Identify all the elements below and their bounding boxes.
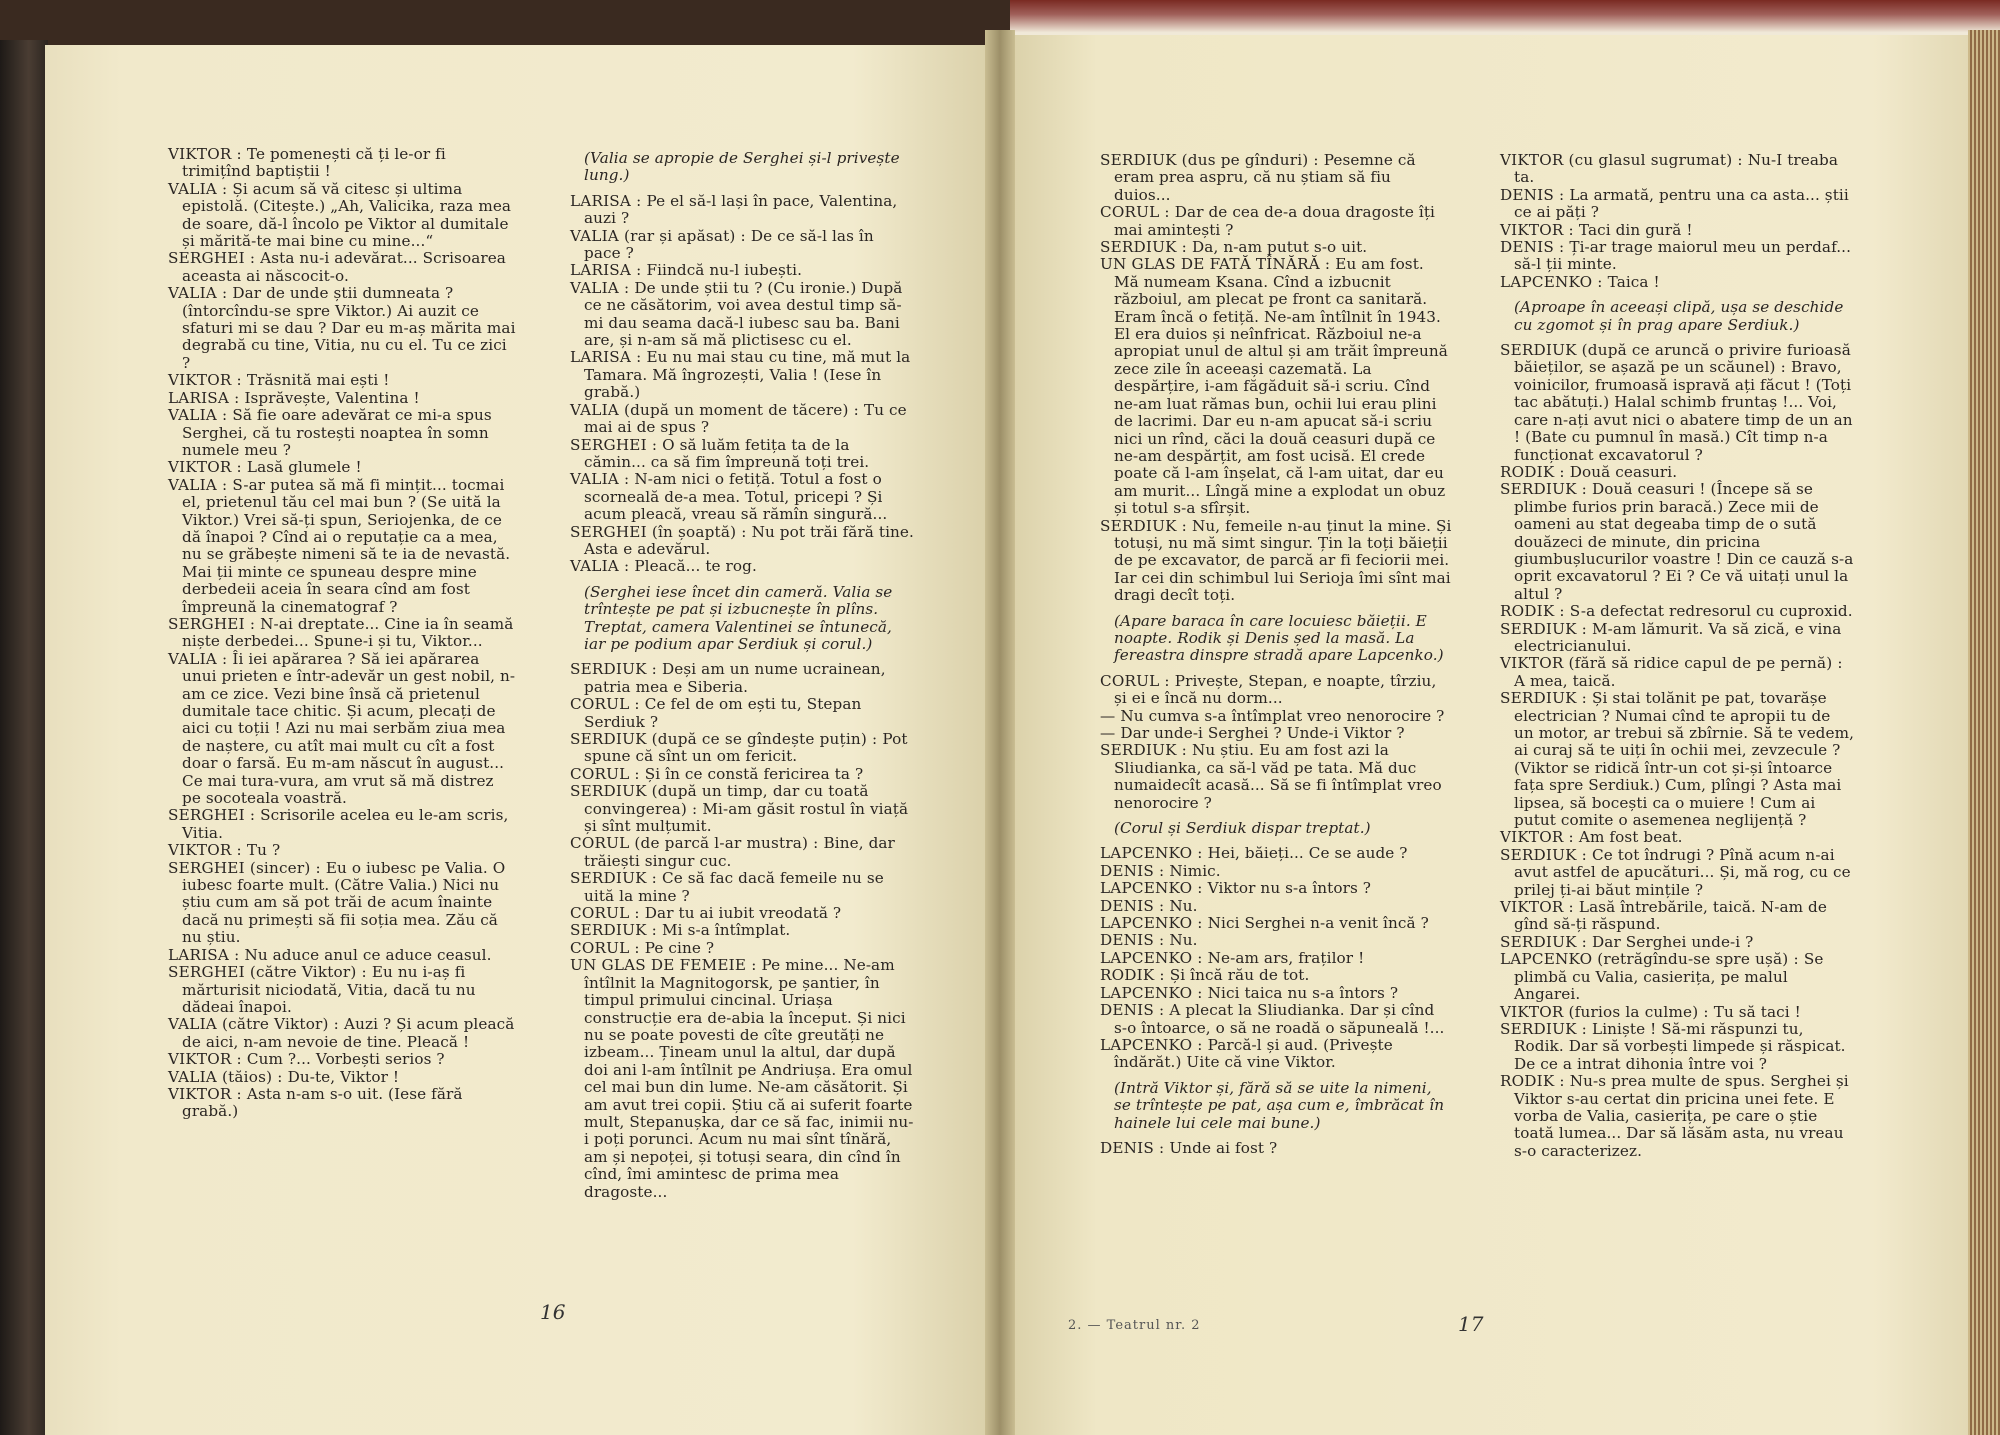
speaker-name: VALIA (rar și apăsat) : bbox=[570, 226, 751, 245]
dialogue-line bbox=[570, 731, 915, 766]
dialogue-text: Mi-am găsit rostul în viață și sînt mulțumit. bbox=[584, 799, 909, 836]
dialogue-text: Nici taica nu s-a întors ? bbox=[1207, 983, 1399, 1002]
dialogue-line bbox=[570, 766, 915, 783]
dialogue-text: Nu. bbox=[1169, 896, 1198, 915]
dialogue-text: Nu, femeile n-au ținut la mine. Și totuși, nu mă simt singur. Țin la toți băieții de pe excavator, de parcă ar fi feciorii mei. Iar cei din schimbul lui Serioja îmi sînt mai dragi decît toți. bbox=[1114, 516, 1452, 605]
dialogue-text: Cum ?... Vorbești serios ? bbox=[246, 1050, 445, 1069]
dialogue-line bbox=[1500, 239, 1855, 274]
dialogue-line bbox=[1100, 256, 1452, 517]
dialogue-line bbox=[1100, 1037, 1452, 1072]
dialogue-line bbox=[168, 285, 516, 372]
speaker-name: UN GLAS DE FATĂ TÎNĂRĂ : bbox=[1100, 255, 1336, 274]
speaker-name: SERDIUK (după ce se gîndește puțin) : bbox=[570, 730, 883, 748]
dialogue-line bbox=[1100, 204, 1452, 239]
speaker-name: DENIS : bbox=[1100, 1138, 1170, 1157]
dialogue-line bbox=[570, 661, 915, 696]
speaker-name: VALIA (după un moment de tăcere) : bbox=[570, 400, 864, 419]
dialogue-line bbox=[570, 905, 915, 922]
dialogue-line bbox=[1100, 967, 1452, 984]
dialogue-text: Se plimbă cu Valia, casierița, pe malul Angarei. bbox=[1514, 950, 1824, 1004]
dialogue-line bbox=[168, 250, 516, 285]
speaker-name: LAPCENKO : bbox=[1500, 272, 1608, 291]
dialogue-line bbox=[1500, 951, 1855, 1003]
speaker-name: VALIA : bbox=[168, 649, 233, 668]
stage-direction bbox=[1100, 820, 1452, 837]
dialogue-text: Taci din gură ! bbox=[1578, 220, 1693, 239]
speaker-name: VALIA : bbox=[168, 475, 233, 494]
dialogue-text: Tu să taci ! bbox=[1713, 1002, 1801, 1021]
dialogue-line bbox=[168, 390, 516, 407]
speaker-name: RODIK : bbox=[1500, 602, 1570, 621]
speaker-name: SERGHEI (în șoaptă) : bbox=[570, 522, 752, 541]
right-column-2 bbox=[1500, 152, 1855, 1160]
speaker-name: SERGHEI : bbox=[570, 435, 663, 454]
book-gutter bbox=[985, 30, 1015, 1435]
dialogue-line bbox=[570, 957, 915, 1201]
dialogue-line bbox=[570, 349, 915, 401]
speaker-name: SERDIUK (după un timp, dar cu toată convingerea) : bbox=[570, 782, 869, 818]
dialogue-line bbox=[168, 947, 516, 964]
dialogue-line bbox=[168, 1016, 516, 1051]
speaker-name: LAPCENKO : bbox=[1100, 1035, 1208, 1054]
dialogue-text: Pot spune că sînt un om fericit. bbox=[584, 730, 908, 766]
dialogue-line bbox=[570, 835, 915, 870]
dialogue-text: Ce fel de om ești tu, Stepan Serdiuk ? bbox=[584, 695, 862, 731]
stage-direction bbox=[1500, 299, 1855, 334]
dialogue-line bbox=[168, 146, 516, 181]
left-column-1 bbox=[168, 146, 516, 1121]
dialogue-line bbox=[1100, 518, 1452, 605]
dialogue-line bbox=[570, 870, 915, 905]
speaker-name: VIKTOR : bbox=[1500, 220, 1579, 239]
dialogue-text: Nu-I treaba ta. bbox=[1514, 151, 1838, 187]
dialogue-text: A mea, taică. bbox=[1514, 671, 1616, 690]
speaker-name: CORUL : bbox=[570, 904, 645, 923]
dialogue-text: Tu ? bbox=[246, 841, 281, 860]
dialogue-text: S-ar putea să mă fi mințit... tocmai el, prietenul tău cel mai bun ? (Se uită la Viktor.) Vrei să-ți spun, Seriojenka, de ce dă înapoi ? Cînd ai o reputație ca a mea, nu se grăbește nimeni să te ia de nevastă. Mai ții minte ce spuneau despre mine derbedeii aceia în seara cînd am fost împreună la cinematograf ? bbox=[182, 475, 511, 616]
dialogue-line bbox=[1500, 1004, 1855, 1021]
dialogue-line bbox=[570, 193, 915, 228]
dialogue-text: Du-te, Viktor ! bbox=[287, 1067, 400, 1086]
speaker-name: SERDIUK (dus pe gînduri) : bbox=[1100, 151, 1324, 169]
speaker-name: VALIA : bbox=[168, 179, 233, 198]
dialogue-line bbox=[1100, 725, 1452, 742]
dialogue-text: Și în ce constă fericirea ta ? bbox=[644, 764, 864, 783]
dialogue-line bbox=[570, 228, 915, 263]
speaker-name: LAPCENKO : bbox=[1100, 983, 1208, 1002]
page-footer: 2. — Teatrul nr. 2 bbox=[1068, 1318, 1201, 1333]
right-column-1 bbox=[1100, 152, 1452, 1157]
speaker-name: VALIA : bbox=[168, 284, 233, 303]
speaker-name: CORUL (de parcă l-ar mustra) : bbox=[570, 834, 824, 853]
speaker-name: LARISA : bbox=[168, 945, 245, 964]
dialogue-line bbox=[1500, 152, 1855, 187]
speaker-name: VALIA : bbox=[168, 406, 233, 425]
dialogue-text: Mi s-a întîmplat. bbox=[662, 921, 791, 940]
dialogue-line bbox=[1500, 690, 1855, 829]
stage-direction bbox=[570, 150, 915, 185]
dialogue-text: Două ceasuri. bbox=[1569, 462, 1678, 481]
dialogue-text: Fiindcă nu-l iubești. bbox=[646, 261, 802, 280]
dialogue-line bbox=[1100, 950, 1452, 967]
dialogue-text: Lasă glumele ! bbox=[246, 458, 362, 477]
dialogue-text: Bravo, voinicilor, frumoasă ispravă ați făcut ! (Toți tac abătuți.) Halal schimb fruntaș !... Voi, care n-ați avut nici o abatere timp de un an ! (Bate cu pumnul în masă.) Cît timp n-a funcționat excavatorul ? bbox=[1514, 358, 1853, 464]
speaker-name: SERDIUK : bbox=[1500, 480, 1593, 499]
dialogue-text: Eu o iubesc pe Valia. O iubesc foarte mult. (Către Valia.) Nici nu știu cum am să pot trăi de acum înainte dacă nu primești să fii soția mea. Zău că nu știu. bbox=[182, 858, 506, 947]
dialogue-line bbox=[1100, 880, 1452, 897]
dialogue-text: Auzi ? Și acum pleacă de aici, n-am nevoie de tine. Pleacă ! bbox=[182, 1015, 515, 1051]
dialogue-line bbox=[1100, 915, 1452, 932]
speaker-name: SERDIUK : bbox=[1500, 689, 1593, 708]
dialogue-text: Viktor nu s-a întors ? bbox=[1207, 879, 1372, 898]
speaker-name: SERDIUK : bbox=[570, 660, 663, 679]
dialogue-line bbox=[1500, 899, 1855, 934]
speaker-name: VIKTOR : bbox=[168, 371, 247, 390]
dialogue-text: Eu nu mai stau cu tine, mă mut la Tamara. Mă îngrozești, Valia ! (Iese în grabă.) bbox=[584, 348, 911, 402]
speaker-name: VALIA : bbox=[570, 557, 635, 576]
speaker-name: SERGHEI : bbox=[168, 806, 261, 825]
speaker-name: SERDIUK (după ce aruncă o privire furioasă băieților, se așază pe un scăunel) : bbox=[1500, 341, 1851, 377]
left-column-2 bbox=[570, 142, 915, 1201]
dialogue-line bbox=[168, 860, 516, 947]
dialogue-text: Să fie oare adevărat ce mi-a spus Serghei, că tu rostești noaptea în somn numele meu ? bbox=[182, 406, 492, 459]
dialogue-line bbox=[168, 616, 516, 651]
dialogue-text: Unde ai fost ? bbox=[1169, 1138, 1278, 1157]
stage-direction-text: (Corul și Serdiuk dispar treptat.) bbox=[1114, 819, 1371, 838]
dialogue-line bbox=[1500, 222, 1855, 239]
dialogue-text: Isprăvește, Valentina ! bbox=[244, 388, 420, 407]
dialogue-text: Dar unde-i Serghei ? Unde-i Viktor ? bbox=[1120, 724, 1405, 742]
dialogue-line bbox=[168, 459, 516, 476]
dialogue-text: Ce să fac dacă femeile nu se uită la mine ? bbox=[584, 869, 884, 905]
dialogue-line bbox=[570, 262, 915, 279]
dialogue-text: Și stai tolănit pe pat, tovarășe electrician ? Numai cînd te apropii tu de un motor, ar trebui să zbîrnie. Să te vedem, ai curaj să te uiți în ochii mei, zevzecule ? (Viktor se ridică într-un cot și-și întoarce fața spre Serdiuk.) Cum, plîngi ? Asta mai lipsea, să bocești ca o muiere ! Cum ai putut comite o asemenea neglijență ? bbox=[1514, 689, 1855, 830]
dialogue-line bbox=[168, 807, 516, 842]
speaker-name: VIKTOR (cu glasul sugrumat) : bbox=[1500, 151, 1748, 169]
dialogue-line bbox=[1100, 708, 1452, 725]
dialogue-text: Hei, băieți... Ce se aude ? bbox=[1207, 844, 1408, 863]
dialogue-line bbox=[168, 1051, 516, 1068]
speaker-name: LAPCENKO : bbox=[1100, 844, 1208, 863]
speaker-name: VIKTOR (furios la culme) : bbox=[1500, 1002, 1714, 1021]
dialogue-text: Liniște ! Să-mi răspunzi tu, Rodik. Dar să vorbești limpede și răspicat. De ce a intrat dihonia între voi ? bbox=[1514, 1019, 1846, 1073]
speaker-name: LARISA : bbox=[570, 261, 647, 280]
dialogue-text: Eu nu i-aș fi mărturisit niciodată, Vitia, dacă tu nu dădeai înapoi. bbox=[182, 963, 476, 1016]
dialogue-text: Nu aduce anul ce aduce ceasul. bbox=[244, 945, 492, 964]
dialogue-line bbox=[168, 372, 516, 389]
dialogue-text: Asta nu-i adevărat... Scrisoarea aceasta ai născocit-o. bbox=[182, 249, 506, 285]
speaker-name: CORUL : bbox=[570, 938, 645, 957]
speaker-name: — bbox=[1100, 706, 1121, 725]
dialogue-line bbox=[1100, 845, 1452, 862]
dialogue-line bbox=[1500, 481, 1855, 603]
dialogue-text: Ne-am ars, fraților ! bbox=[1207, 948, 1365, 967]
dialogue-line bbox=[570, 437, 915, 472]
dialogue-line bbox=[1100, 863, 1452, 880]
speaker-name: VALIA : bbox=[570, 278, 635, 297]
speaker-name: — bbox=[1100, 724, 1121, 742]
dialogue-line bbox=[1500, 1073, 1855, 1160]
speaker-name: SERDIUK : bbox=[1100, 238, 1193, 257]
dialogue-line bbox=[168, 651, 516, 808]
dialogue-text: Și încă rău de tot. bbox=[1169, 966, 1310, 985]
dialogue-line bbox=[570, 471, 915, 523]
speaker-name: CORUL : bbox=[1100, 671, 1175, 690]
dialogue-text: Trăsnită mai ești ! bbox=[246, 371, 390, 390]
speaker-name: LARISA : bbox=[570, 191, 647, 210]
dialogue-line bbox=[1100, 1140, 1452, 1157]
dialogue-text: Dar Serghei unde-i ? bbox=[1592, 932, 1754, 951]
page-number-right: 17 bbox=[1458, 1312, 1484, 1336]
dialogue-line bbox=[168, 181, 516, 251]
stage-direction-text: (Valia se apropie de Serghei și-l privește lung.) bbox=[584, 149, 900, 185]
top-edge bbox=[1010, 0, 2000, 36]
dialogue-text: Ți-ar trage maiorul meu un perdaf... să-l ții minte. bbox=[1514, 238, 1852, 274]
dialogue-text: Dar tu ai iubit vreodată ? bbox=[644, 904, 842, 923]
dialogue-text: O să luăm fetița ta de la cămin... ca să fim împreună toți trei. bbox=[584, 435, 870, 471]
page-edges bbox=[1968, 30, 2000, 1435]
dialogue-line bbox=[1100, 932, 1452, 949]
dialogue-text: Pe el să-l lași în pace, Valentina, auzi ? bbox=[584, 191, 898, 228]
speaker-name: DENIS : bbox=[1100, 1001, 1170, 1020]
dialogue-line bbox=[1100, 673, 1452, 708]
speaker-name: CORUL : bbox=[570, 695, 645, 714]
speaker-name: VIKTOR : bbox=[1500, 828, 1579, 847]
speaker-name: SERDIUK : bbox=[1500, 932, 1593, 951]
dialogue-line bbox=[1500, 1021, 1855, 1073]
dialogue-line bbox=[168, 842, 516, 859]
dialogue-text: Două ceasuri ! (Începe să se plimbe furios prin baracă.) Zece mii de oameni au stat degeaba timp de o sută douăzeci de minute, din pricina giumbușlucurilor voastre ! Din ce cauză s-a oprit excavatorul ? Ei ? Ce vă uitați unul la altul ? bbox=[1514, 480, 1854, 603]
speaker-name: DENIS : bbox=[1100, 896, 1170, 915]
dialogue-line bbox=[570, 783, 915, 835]
dialogue-text: Bine, dar trăiești singur cuc. bbox=[584, 834, 895, 870]
dialogue-text: N-am nici o fetiță. Totul a fost o scorneală de-a mea. Totul, pricepi ? Și acum pleacă, vreau să rămîn singură... bbox=[584, 470, 888, 524]
speaker-name: SERDIUK : bbox=[570, 869, 663, 888]
speaker-name: RODIK : bbox=[1500, 462, 1570, 481]
speaker-name: LARISA : bbox=[570, 348, 647, 367]
dialogue-text: Tu ce mai ai de spus ? bbox=[584, 400, 907, 437]
dialogue-line bbox=[1100, 239, 1452, 256]
dialogue-line bbox=[1500, 829, 1855, 846]
speaker-name: VIKTOR : bbox=[168, 145, 247, 163]
dialogue-text: Pesemne că eram prea aspru, că nu știam să fiu duios... bbox=[1114, 151, 1416, 204]
dialogue-line bbox=[1500, 655, 1855, 690]
dialogue-line bbox=[168, 1069, 516, 1086]
dialogue-line bbox=[1100, 742, 1452, 812]
stage-direction bbox=[1100, 613, 1452, 665]
dialogue-text: Pleacă... te rog. bbox=[634, 557, 757, 576]
speaker-name: VIKTOR : bbox=[168, 1084, 247, 1103]
speaker-name: SERDIUK : bbox=[1500, 619, 1593, 638]
dialogue-line bbox=[570, 922, 915, 939]
speaker-name: CORUL : bbox=[1100, 203, 1175, 222]
dialogue-line bbox=[168, 407, 516, 459]
dialogue-text: Te pomenești că ți le-or fi trimițînd baptiștii ! bbox=[182, 145, 446, 181]
speaker-name: SERGHEI (sincer) : bbox=[168, 858, 326, 877]
speaker-name: SERDIUK : bbox=[1500, 845, 1593, 864]
dialogue-text: Taica ! bbox=[1607, 272, 1660, 291]
dialogue-line bbox=[1100, 152, 1452, 204]
dialogue-line bbox=[1500, 342, 1855, 464]
dialogue-text: Dar de cea de-a doua dragoste îți mai amintești ? bbox=[1114, 203, 1435, 239]
dialogue-text: Scrisorile acelea eu le-am scris, Vitia. bbox=[182, 806, 509, 842]
dialogue-line bbox=[570, 558, 915, 575]
dialogue-text: De unde știi tu ? (Cu ironie.) După ce ne căsătorim, voi avea destul timp să-mi dau seama dacă-l iubesc sau ba. Bani are, și n-am să mă plictisesc cu el. bbox=[584, 278, 903, 350]
dialogue-text: Eu am fost. Mă numeam Ksana. Cînd a izbucnit războiul, am plecat pe front ca sanitară. Eram încă o fetiță. Ne-am întîlnit în 1943. El era duios și neînfricat. Războiul ne-a apropiat unul de altul și am trăit împreună zece zile în aceeași cazemată. La despărțire, i-am făgăduit să-i scriu. Cînd ne-am luat rămas bun, ochii lui erau plini de lacrimi. Dar eu n-am apucat să-i scriu nici un rînd, căci la două ceasuri după ce ne-am despărțit, am fost ucisă. El crede poate că l-am înșelat, că l-am uitat, dar eu am murit... Lîngă mine a explodat un obuz și totul s-a sfîrșit. bbox=[1114, 255, 1448, 518]
dialogue-text: Nu-s prea multe de spus. Serghei și Viktor s-au certat din pricina unei fete. E vorba de Valia, casierița, pe care o știe toată lumea... Dar să lăsăm asta, nu vreau s-o caracterizez. bbox=[1514, 1072, 1849, 1160]
dialogue-text: Asta n-am s-o uit. (Iese fără grabă.) bbox=[182, 1084, 463, 1121]
dialogue-line bbox=[1100, 898, 1452, 915]
speaker-name: CORUL : bbox=[570, 764, 645, 783]
dialogue-text: M-am lămurit. Va să zică, e vina electricianului. bbox=[1514, 619, 1842, 655]
dialogue-text: S-a defectat redresorul cu cuproxid. bbox=[1569, 602, 1853, 621]
dialogue-line bbox=[168, 477, 516, 616]
dialogue-text: Da, n-am putut s-o uit. bbox=[1192, 238, 1368, 257]
dialogue-text: Deși am un nume ucrainean, patria mea e Siberia. bbox=[584, 660, 886, 696]
dialogue-text: Pe mine... Ne-am întîlnit la Magnitogorsk, pe șantier, în timpul primului cincinal. Uriașa construcție era de-abia la început. Și nici nu se poate povesti de cîte greutăți ne izbeam... Țineam unul la altul, dar după doi ani l-am întîlnit pe Andriușa. Era omul cel mai bun din lume. Ne-am căsătorit. Și am avut trei copii. Știu că ai suferit foarte mult, Stepanușka, dar ce să fac, inimii nu-i poți porunci. Acum nu mai sînt tînără, am și nepoței, și totuși seara, din cînd în cînd, îmi amintesc de prima mea dragoste... bbox=[584, 956, 914, 1201]
dialogue-text: Nu cumva s-a întîmplat vreo nenorocire ? bbox=[1120, 706, 1445, 725]
dialogue-line bbox=[1500, 274, 1855, 291]
dialogue-text: Dar de unde știi dumneata ? (întorcîndu-se spre Viktor.) Ai auzit ce sfaturi mi se dau ? Dar eu m-aș mărita mai degrabă cu tine, Vitia, nu cu el. Tu ce zici ? bbox=[182, 284, 516, 372]
speaker-name: DENIS : bbox=[1500, 238, 1570, 257]
dialogue-text: Nu știu. Eu am fost azi la Sliudianka, ca să-l văd pe tata. Mă duc numaidecît acasă... Să se fi întîmplat vreo nenorocire ? bbox=[1114, 741, 1442, 812]
dialogue-text: Nu pot trăi fără tine. Asta e adevărul. bbox=[584, 522, 914, 558]
speaker-name: DENIS : bbox=[1100, 931, 1170, 950]
dialogue-line bbox=[570, 940, 915, 957]
speaker-name: SERGHEI : bbox=[168, 614, 261, 633]
speaker-name: SERDIUK : bbox=[1100, 741, 1193, 760]
dialogue-line bbox=[1500, 464, 1855, 481]
dialogue-text: Nu. bbox=[1169, 931, 1198, 950]
stage-direction bbox=[570, 584, 915, 654]
dialogue-text: Nimic. bbox=[1169, 861, 1221, 880]
stage-direction-text: (Aproape în aceeași clipă, ușa se deschide cu zgomot și în prag apare Serdiuk.) bbox=[1514, 298, 1844, 334]
dialogue-line bbox=[1500, 621, 1855, 656]
dialogue-text: Am fost beat. bbox=[1578, 828, 1683, 847]
dialogue-line bbox=[168, 964, 516, 1016]
dialogue-text: Nici Serghei n-a venit încă ? bbox=[1207, 914, 1429, 933]
dialogue-line bbox=[570, 696, 915, 731]
dialogue-text: A plecat la Sliudianka. Dar și cînd s-o întoarce, o să ne roadă o săpuneală !... bbox=[1114, 1001, 1445, 1037]
speaker-name: RODIK : bbox=[1100, 966, 1170, 985]
dialogue-text: Pe cine ? bbox=[644, 938, 715, 957]
page-number-left: 16 bbox=[540, 1300, 566, 1324]
stage-direction bbox=[1100, 1080, 1452, 1132]
speaker-name: LAPCENKO : bbox=[1100, 914, 1208, 933]
dialogue-text: Parcă-l și aud. (Privește îndărăt.) Uite că vine Viktor. bbox=[1114, 1035, 1393, 1072]
speaker-name: SERGHEI (către Viktor) : bbox=[168, 963, 372, 982]
dialogue-line bbox=[570, 402, 915, 437]
speaker-name: SERDIUK : bbox=[1100, 516, 1193, 535]
speaker-name: SERDIUK : bbox=[1500, 1019, 1593, 1038]
speaker-name: RODIK : bbox=[1500, 1072, 1570, 1091]
dialogue-text: Ce tot îndrugi ? Pînă acum n-ai avut astfel de apucături... Și, mă rog, cu ce prilej ți-ai băut mințile ? bbox=[1514, 845, 1851, 899]
speaker-name: DENIS : bbox=[1500, 185, 1570, 204]
cover-strip bbox=[0, 40, 48, 1435]
speaker-name: LARISA : bbox=[168, 388, 245, 407]
dialogue-line bbox=[1500, 187, 1855, 222]
speaker-name: VIKTOR : bbox=[168, 841, 247, 860]
speaker-name: VALIA (către Viktor) : bbox=[168, 1015, 345, 1034]
dialogue-line bbox=[168, 1086, 516, 1121]
dialogue-line bbox=[1500, 603, 1855, 620]
speaker-name: VIKTOR : bbox=[168, 458, 247, 477]
dialogue-line bbox=[570, 280, 915, 350]
speaker-name: LAPCENKO : bbox=[1100, 948, 1208, 967]
speaker-name: LAPCENKO (retrăgîndu-se spre ușă) : bbox=[1500, 950, 1804, 969]
dialogue-line bbox=[1100, 1002, 1452, 1037]
dialogue-text: Și acum să vă citesc și ultima epistolă. (Citește.) „Ah, Valicika, raza mea de soare, dă-l încolo pe Viktor al dumitale și mărită-te mai bine cu mine...“ bbox=[182, 179, 512, 251]
speaker-name: VIKTOR : bbox=[168, 1050, 247, 1069]
dialogue-text: De ce să-l las în pace ? bbox=[584, 226, 874, 263]
dialogue-text: Îi iei apărarea ? Să iei apărarea unui prieten e într-adevăr un gest nobil, n-am ce zice. Vezi bine însă că prietenul dumitale tace chitic. Și acum, plecați de aici cu toții ! Azi nu mai serbăm ziua mea de naștere, cu atît mai mult cu cît a fost doar o farsă. Eu m-am născut în august... Ce mai tura-vura, am vrut să mă distrez pe socoteala voastră. bbox=[182, 649, 516, 808]
stage-direction-text: (Intră Viktor și, fără să se uite la nimeni, se trîntește pe pat, așa cum e, îmbrăcat în hainele lui cele mai bune.) bbox=[1114, 1078, 1445, 1132]
speaker-name: LAPCENKO : bbox=[1100, 879, 1208, 898]
speaker-name: VIKTOR (fără să ridice capul de pe pernă) : bbox=[1500, 654, 1843, 673]
stage-direction-text: (Serghei iese încet din cameră. Valia se trîntește pe pat și izbucnește în plîns. Treptat, camera Valentinei se întunecă, iar pe podium apar Serdiuk și corul.) bbox=[584, 582, 893, 653]
dialogue-text: Lasă întrebările, taică. N-am de gînd să-ți răspund. bbox=[1514, 898, 1827, 934]
dialogue-text: La armată, pentru una ca asta... știi ce ai păți ? bbox=[1514, 185, 1849, 222]
dialogue-line bbox=[570, 524, 915, 559]
dialogue-text: N-ai dreptate... Cine ia în seamă niște derbedei... Spune-i și tu, Viktor... bbox=[182, 614, 514, 651]
speaker-name: UN GLAS DE FEMEIE : bbox=[570, 956, 762, 975]
speaker-name: VALIA : bbox=[570, 470, 635, 489]
dialogue-text: Privește, Stepan, e noapte, tîrziu, și ei e încă nu dorm... bbox=[1114, 671, 1437, 708]
dialogue-line bbox=[1500, 847, 1855, 899]
dialogue-line bbox=[1100, 985, 1452, 1002]
speaker-name: DENIS : bbox=[1100, 861, 1170, 880]
stage-direction-text: (Apare baraca în care locuiesc băieții. E noapte. Rodik și Denis șed la masă. La fereastra dinspre stradă apare Lapcenko.) bbox=[1114, 611, 1444, 665]
speaker-name: VIKTOR : bbox=[1500, 898, 1579, 917]
speaker-name: VALIA (tăios) : bbox=[168, 1067, 288, 1086]
speaker-name: SERGHEI : bbox=[168, 249, 261, 268]
speaker-name: SERDIUK : bbox=[570, 921, 663, 940]
dialogue-line bbox=[1500, 934, 1855, 951]
